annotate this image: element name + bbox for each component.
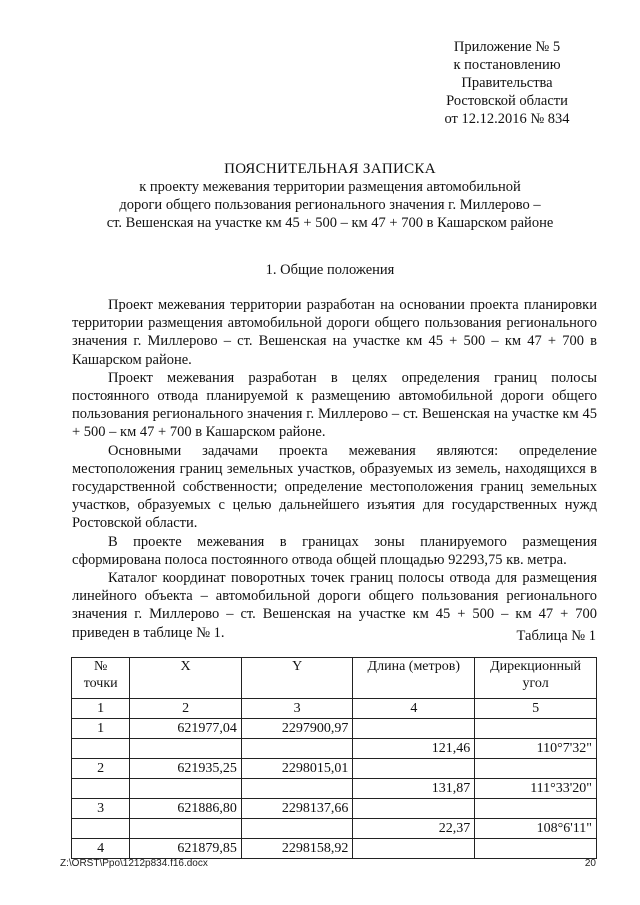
table-cell (353, 839, 475, 859)
page-number: 20 (584, 858, 596, 869)
appendix-line: Приложение № 5 (453, 39, 561, 55)
table-row (72, 819, 597, 839)
table-cell: 621879,85 (130, 839, 242, 859)
table-cell (72, 739, 130, 759)
table-cell: 1 (72, 699, 130, 719)
table-cell: 2297900,97 (241, 719, 353, 739)
header-point-number: № точки (72, 658, 130, 699)
table-cell (353, 759, 475, 779)
table-row (72, 799, 597, 819)
header-length: Длина (метров) (353, 658, 475, 699)
appendix-line: к постановлению (453, 57, 561, 73)
table-cell (353, 719, 475, 739)
table-cell (241, 819, 353, 839)
table-row (72, 719, 597, 739)
table-numbering-row (72, 699, 597, 719)
document-subtitle-line: к проекту межевания территории размещения автомобильной (139, 179, 521, 195)
table-cell: 1 (72, 719, 130, 739)
table-row (72, 739, 597, 759)
table-cell (475, 759, 597, 779)
table-cell: 121,46 (353, 739, 475, 759)
paragraph: Проект межевания территории разработан на основании проекта планировки территории размещения автомобильной дороги общего пользования регионального значения г. Миллерово – ст. Вешенская на участке км 45 + 500 – км 47 + 700 в Кашарском районе. (72, 297, 597, 368)
table-cell: 108°6'11" (475, 819, 597, 839)
table-cell (130, 779, 242, 799)
table-cell: 2 (130, 699, 242, 719)
table-cell: 2 (72, 759, 130, 779)
table-cell: 621935,25 (130, 759, 242, 779)
table-cell (475, 799, 597, 819)
table-cell (475, 839, 597, 859)
table-cell: 4 (72, 839, 130, 859)
table-cell (130, 739, 242, 759)
table-cell: 4 (353, 699, 475, 719)
header-direction-angle: Дирекционный угол (475, 658, 597, 699)
document-subtitle-line: дороги общего пользования регионального значения г. Миллерово – (119, 197, 541, 213)
table-cell: 2298158,92 (241, 839, 353, 859)
table-cell: 3 (241, 699, 353, 719)
table-cell: 2298015,01 (241, 759, 353, 779)
table-cell (241, 779, 353, 799)
document-title: ПОЯСНИТЕЛЬНАЯ ЗАПИСКА (224, 161, 436, 177)
header-x: X (130, 658, 242, 699)
table-cell: 5 (475, 699, 597, 719)
table-cell (475, 719, 597, 739)
paragraph: Основными задачами проекта межевания являются: определение местоположения границ земельных участков, образуемых из земель, находящихся в государственной собственности; определение местоположения границ земельных участков, образуемых с целью дальнейшего изъятия для государственных нужд Ростовской области. (72, 442, 597, 532)
table-header-row (72, 658, 597, 699)
table-cell: 2298137,66 (241, 799, 353, 819)
paragraph: В проекте межевания в границах зоны планируемого размещения сформирована полоса постоянного отвода общей площадью 92293,75 кв. метра. (72, 533, 597, 568)
appendix-line: Правительства (461, 75, 553, 91)
table-caption: Таблица № 1 (516, 628, 596, 644)
table-cell (130, 819, 242, 839)
appendix-line: Ростовской области (446, 93, 568, 109)
file-path: Z:\ORST\Ppo\1212p834.f16.docx (60, 858, 208, 869)
table-cell (353, 799, 475, 819)
header-y: Y (241, 658, 353, 699)
section-heading: 1. Общие положения (265, 262, 395, 278)
appendix-line: от 12.12.2016 № 834 (444, 111, 570, 127)
table-cell: 22,37 (353, 819, 475, 839)
document-subtitle-line: ст. Вешенская на участке км 45 + 500 – км 47 + 700 в Кашарском районе (106, 215, 554, 231)
table-row (72, 839, 597, 859)
table-row (72, 779, 597, 799)
table-cell: 111°33'20" (475, 779, 597, 799)
coordinates-table (71, 657, 597, 859)
paragraph: Проект межевания разработан в целях определения границ полосы постоянного отвода планируемой к размещению автомобильной дороги общего пользования регионального значения г. Миллерово – ст. Вешенская на участке км 45 + 500 – км 47 + 700 в Кашарском районе. (72, 369, 597, 441)
paragraph: Каталог координат поворотных точек границ полосы отвода для размещения линейного объекта – автомобильной дороги общего пользования регионального значения г. Миллерово – ст. Вешенская на участке км 45 + 500 – км 47 + 700 приведен в таблице № 1. (72, 570, 597, 641)
table-cell (72, 779, 130, 799)
appendix-header (422, 38, 592, 128)
table-cell: 621886,80 (130, 799, 242, 819)
table-cell: 110°7'32" (475, 739, 597, 759)
table-cell: 3 (72, 799, 130, 819)
document-title-block (60, 160, 600, 232)
table-cell (72, 819, 130, 839)
table-row (72, 759, 597, 779)
body-text (72, 296, 597, 642)
table-cell (241, 739, 353, 759)
table-cell: 621977,04 (130, 719, 242, 739)
table-cell: 131,87 (353, 779, 475, 799)
